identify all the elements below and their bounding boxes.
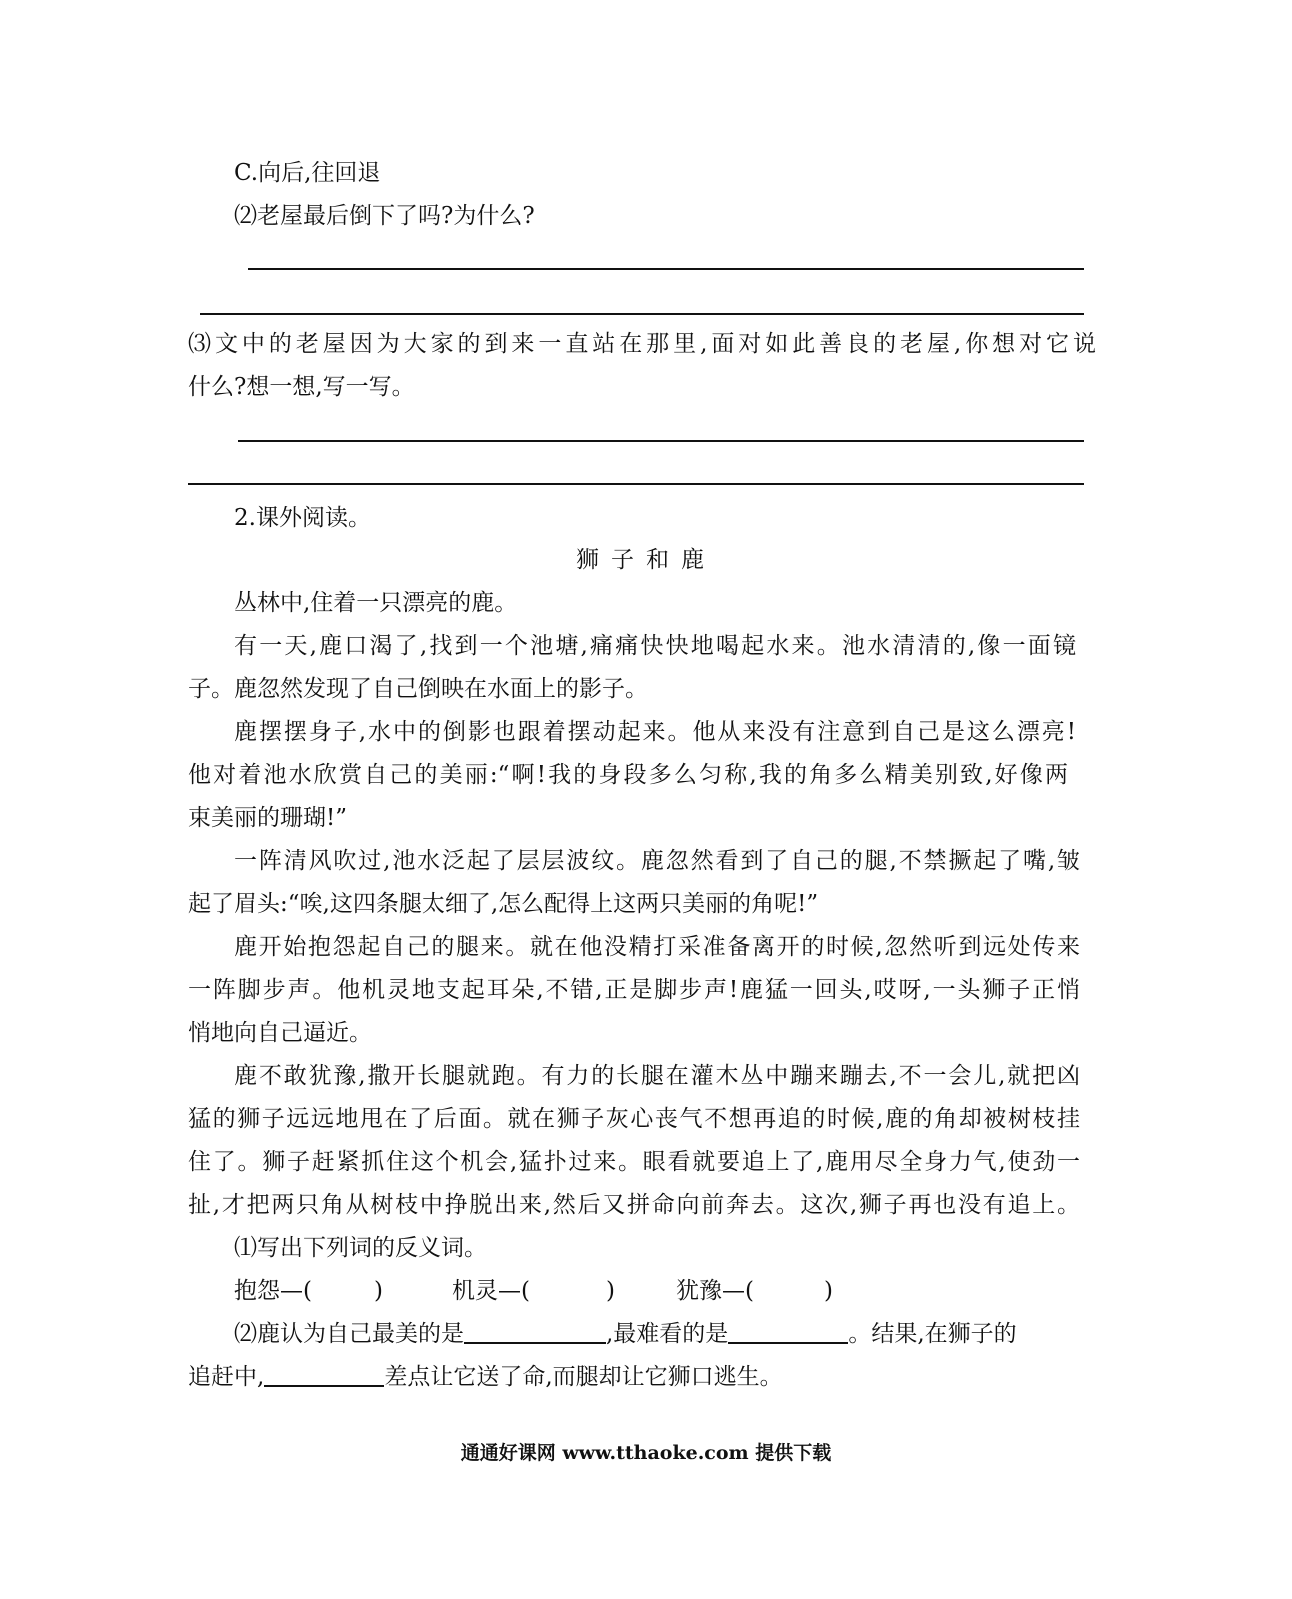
answer-line[interactable] [238, 440, 1084, 442]
antonym-item [234, 1276, 383, 1306]
paragraph-6-line2: 猛的狮子远远地甩在了后面。就在狮子灰心丧气不想再追的时候,鹿的角却被树枝挂 [188, 1106, 1080, 1132]
story-title: 狮子和鹿 [576, 547, 716, 573]
paragraph-2-line1: 有一天,鹿口渴了,找到一个池塘,痛痛快快地喝起水来。池水清清的,像一面镜 [234, 633, 1076, 659]
answer-line[interactable] [188, 483, 1084, 485]
paragraph-6-line4: 扯,才把两只角从树枝中挣脱出来,然后又拼命向前奔去。这次,狮子再也没有追上。 [188, 1192, 1080, 1218]
paragraph-5-line1: 鹿开始抱怨起自己的腿来。就在他没精打采准备离开的时候,忽然听到远处传来 [234, 934, 1080, 960]
paragraph-1: 丛林中,住着一只漂亮的鹿。 [234, 590, 518, 616]
paragraph-3-line1: 鹿摆摆身子,水中的倒影也跟着摆动起来。他从来没有注意到自己是这么漂亮! [234, 719, 1076, 745]
paragraph-5-line2: 一阵脚步声。他机灵地支起耳朵,不错,正是脚步声!鹿猛一回头,哎呀,一头狮子正悄 [188, 977, 1080, 1003]
antonym-word: 抱怨—( [234, 1278, 312, 1304]
option-c: C.向后,往回退 [234, 160, 381, 186]
fill-blank[interactable] [464, 1320, 606, 1344]
paragraph-2-line2: 子。鹿忽然发现了自己倒映在水面上的影子。 [188, 676, 648, 702]
paragraph-6-line3: 住了。狮子赶紧抓住这个机会,猛扑过来。眼看就要追上了,鹿用尽全身力气,使劲一 [188, 1149, 1080, 1175]
paragraph-3-line2: 他对着池水欣赏自己的美丽:“啊!我的身段多么匀称,我的角多么精美别致,好像两 [188, 762, 1068, 788]
antonym-word: 机灵—( [452, 1278, 530, 1304]
paragraph-4-line1: 一阵清风吹过,池水泛起了层层波纹。鹿忽然看到了自己的腿,不禁撅起了嘴,皱 [234, 848, 1080, 874]
answer-line[interactable] [248, 268, 1084, 270]
antonym-item [452, 1276, 615, 1306]
fill-blank[interactable] [264, 1363, 384, 1387]
question-3-prompt-line2: 什么?想一想,写一写。 [188, 374, 415, 400]
question-3-prompt-line1: ⑶文中的老屋因为大家的到来一直站在那里,面对如此善良的老屋,你想对它说 [188, 331, 1096, 357]
antonym-close: ) [823, 1278, 833, 1304]
fill-text: ,最难看的是 [606, 1321, 729, 1347]
antonym-word: 犹豫—( [676, 1278, 754, 1304]
section-heading: 2.课外阅读。 [234, 505, 371, 531]
fill-blank[interactable] [728, 1320, 848, 1344]
sub-question-2-line1 [234, 1319, 1017, 1349]
paragraph-4-line2: 起了眉头:“唉,这四条腿太细了,怎么配得上这两只美丽的角呢!” [188, 891, 819, 917]
sub-question-1: ⑴写出下列词的反义词。 [234, 1235, 487, 1261]
antonym-item [676, 1276, 833, 1306]
question-2-prompt: ⑵老屋最后倒下了吗?为什么? [234, 203, 535, 229]
paragraph-3-line3: 束美丽的珊瑚!” [188, 805, 348, 831]
fill-text: ⑵鹿认为自己最美的是 [234, 1321, 464, 1347]
paragraph-6-line1: 鹿不敢犹豫,撒开长腿就跑。有力的长腿在灌木丛中蹦来蹦去,不一会儿,就把凶 [234, 1063, 1080, 1089]
fill-text: 。结果,在狮子的 [848, 1321, 1017, 1347]
paragraph-5-line3: 悄地向自己逼近。 [188, 1020, 372, 1046]
fill-text: 差点让它送了命,而腿却让它狮口逃生。 [384, 1364, 783, 1390]
sub-question-2-line2 [188, 1362, 783, 1392]
antonym-close: ) [373, 1278, 383, 1304]
fill-text: 追赶中, [188, 1364, 265, 1390]
footer-credit: 通通好课网 www.tthaoke.com 提供下载 [460, 1442, 832, 1464]
answer-line[interactable] [200, 313, 1084, 315]
antonym-close: ) [605, 1278, 615, 1304]
